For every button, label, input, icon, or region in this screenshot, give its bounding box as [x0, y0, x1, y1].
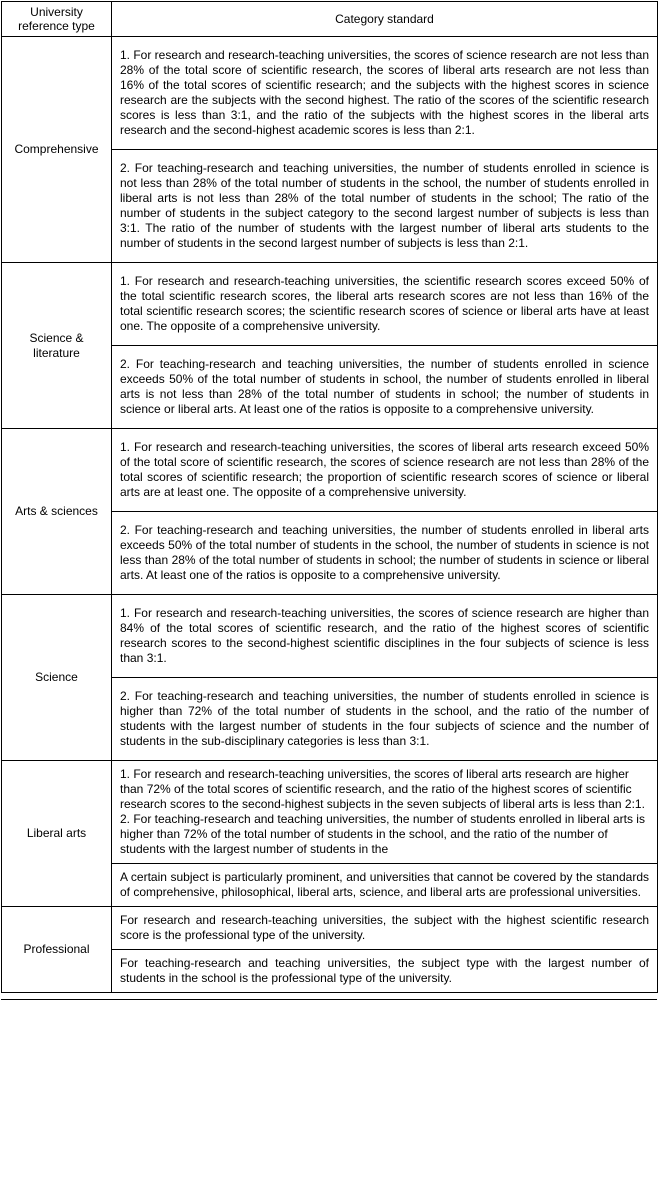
standard-cell-professional-2: For teaching-research and teaching universities, the subject type with the largest number of students in the school is the professional type of the university.: [112, 950, 658, 993]
table-row: [2, 595, 658, 678]
standard-cell-science-literature-1: 1. For research and research-teaching universities, the scientific research scores exceed 50% of the total scientific research scores, the liberal arts research scores are not less than 16% of the total scientific research scores; the scientific research scores of science or liberal arts have at least one. The opposite of a comprehensive university.: [112, 263, 658, 346]
standard-cell-arts-sciences-1: 1. For research and research-teaching universities, the scores of liberal arts research exceed 50% of the total score of scientific research, the scores of science research are not less than 28% of the total scores of scientific research; the proportion of scientific research scores of science or liberal arts are at least one. The opposite of a comprehensive university.: [112, 429, 658, 512]
type-cell-science: Science: [2, 595, 112, 761]
type-cell-liberal-arts: Liberal arts: [2, 761, 112, 907]
standard-cell-liberal-arts-1: 1. For research and research-teaching universities, the scores of liberal arts research are higher than 72% of the total scores of scientific research, and the ratio of the highest scores of scientific research scores to the second-highest subjects in the seven subjects of liberal arts is less than 2:1. 2. For teaching-research and teaching universities, the number of students enrolled in liberal arts is higher than 72% of the total number of students in the school, and the ratio of the number of students with the largest number of students in the: [112, 761, 658, 864]
table-row: [2, 263, 658, 346]
table-row: [2, 37, 658, 150]
table-bottom-rule: [1, 999, 657, 1000]
standard-cell-arts-sciences-2: 2. For teaching-research and teaching universities, the number of students enrolled in liberal arts exceeds 50% of the total number of students in the school, the number of students in science is not less than 28% of the total number of students in school; the number of students in science or liberal arts. At least one of the ratios is opposite to a comprehensive university.: [112, 512, 658, 595]
standard-cell-comprehensive-2: 2. For teaching-research and teaching universities, the number of students enrolled in science is not less than 28% of the total number of students in the school, the number of students enrolled in liberal arts is not less than 28% of the total number of students in the school; The ratio of the number of students in the subject category to the second largest number of subjects is less than 3:1. The ratio of the number of students with the largest number of liberal arts students to the number of students in the second largest number of subjects is less than 2:1.: [112, 150, 658, 263]
table-row: [2, 761, 658, 864]
type-cell-arts-sciences: Arts & sciences: [2, 429, 112, 595]
type-cell-professional: Professional: [2, 907, 112, 993]
university-category-standard-table: [1, 1, 658, 993]
header-row: [2, 2, 658, 37]
standard-cell-science-literature-2: 2. For teaching-research and teaching universities, the number of students enrolled in science exceeds 50% of the total number of students in school, the number of students enrolled in liberal arts is not less than 28% of the total number of students in school; the number of students in science or liberal arts. At least one of the ratios is opposite to a comprehensive university.: [112, 346, 658, 429]
header-university-reference-type: University reference type: [2, 2, 112, 37]
standard-cell-professional-1: For research and research-teaching universities, the subject with the highest scientific research score is the professional type of the university.: [112, 907, 658, 950]
type-cell-comprehensive: Comprehensive: [2, 37, 112, 263]
standard-cell-comprehensive-1: 1. For research and research-teaching universities, the scores of science research are not less than 28% of the total score of scientific research, the scores of liberal arts research are not less than 16% of the total scores of scientific research; and the subjects with the highest scores in science research are the subjects with the second highest. The ratio of the scores of the scientific research scores is less than 3:1, and the ratio of the subjects with the highest scores in the liberal arts research and the second-highest academic scores is less than 2:1.: [112, 37, 658, 150]
standard-cell-liberal-arts-2: A certain subject is particularly prominent, and universities that cannot be covered by the standards of comprehensive, philosophical, liberal arts, science, and liberal arts are professional universities.: [112, 864, 658, 907]
table-row: [2, 907, 658, 950]
header-category-standard: Category standard: [112, 2, 658, 37]
standard-cell-science-1: 1. For research and research-teaching universities, the scores of science research are higher than 84% of the total scores of scientific research, and the ratio of the highest scores of scientific research scores to the second-highest scientific disciplines in the four subjects of science is less than 3:1.: [112, 595, 658, 678]
standard-cell-science-2: 2. For teaching-research and teaching universities, the number of students enrolled in science is higher than 72% of the total number of students in the school, and the ratio of the number of students with the largest number of students in the four subjects of science and the number of students in the sub-disciplinary categories is less than 3:1.: [112, 678, 658, 761]
table-row: [2, 429, 658, 512]
type-cell-science-literature: Science & literature: [2, 263, 112, 429]
